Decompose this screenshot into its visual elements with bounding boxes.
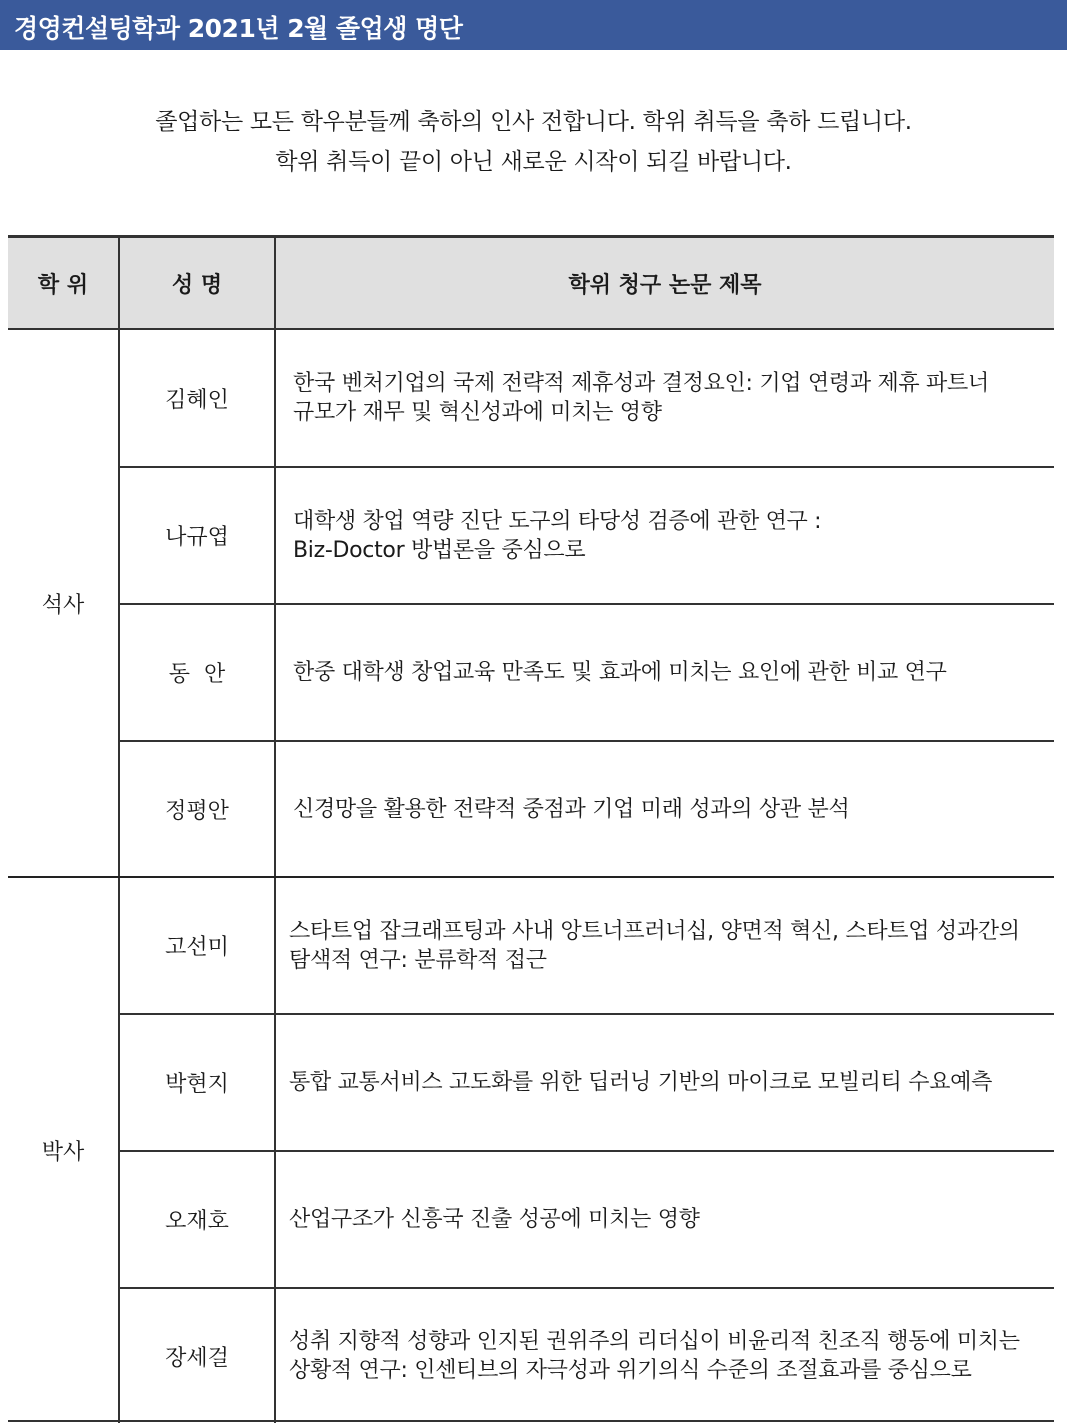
thesis-title [285, 468, 1053, 603]
thesis-title-line: 탐색적 연구: 분류학적 접근 [289, 947, 547, 973]
header-degree: 학 위 [37, 272, 89, 298]
page-title: 경영컨설팅학과 2021년 2월 졸업생 명단 [14, 14, 463, 43]
title-bar [0, 0, 1067, 50]
degree-cell-doctoral: 박사 [41, 1140, 85, 1165]
intro-message [0, 102, 1067, 182]
thesis-title [285, 330, 1053, 466]
intro-line-1: 졸업하는 모든 학우분들께 축하의 인사 전합니다. 학위 취득을 축하 드립니다. [155, 109, 912, 135]
header-thesis: 학위 청구 논문 제목 [568, 272, 762, 298]
thesis-title-line: Biz-Doctor 방법론을 중심으로 [293, 537, 586, 563]
graduate-name: 장세걸 [165, 1345, 229, 1371]
thesis-title [285, 878, 1053, 1013]
thesis-title-line: 성취 지향적 성향과 인지된 권위주의 리더십이 비윤리적 친조직 행동에 미치는 [289, 1329, 1020, 1354]
thesis-title-line: 대학생 창업 역량 진단 도구의 타당성 검증에 관한 연구 : [293, 508, 822, 534]
graduate-name: 오재호 [165, 1209, 229, 1234]
thesis-title-line: 스타트업 잡크래프팅과 사내 앙트너프러너십, 양면적 혁신, 스타트업 성과간의 [289, 918, 1020, 944]
graduate-name: 동 안 [168, 662, 226, 687]
thesis-title-line: 신경망을 활용한 전략적 중점과 기업 미래 성과의 상관 분석 [293, 796, 850, 822]
thesis-title [285, 742, 1053, 876]
graduates-table [8, 235, 1054, 1422]
thesis-title-line: 통합 교통서비스 고도화를 위한 딥러닝 기반의 마이크로 모빌리티 수요예측 [289, 1070, 993, 1095]
thesis-title-line: 한국 벤처기업의 국제 전략적 제휴성과 결정요인: 기업 연령과 제휴 파트너 [293, 371, 989, 396]
thesis-title-line: 한중 대학생 창업교육 만족도 및 효과에 미치는 요인에 관한 비교 연구 [293, 660, 947, 685]
table-header [8, 238, 1054, 330]
thesis-title [285, 1015, 1053, 1150]
thesis-title [285, 1289, 1053, 1423]
thesis-title [285, 1152, 1053, 1287]
graduate-name: 정평안 [165, 798, 229, 824]
graduate-name: 박현지 [165, 1072, 229, 1097]
graduate-name: 고선미 [165, 935, 229, 960]
thesis-title-line: 상황적 연구: 인센티브의 자극성과 위기의식 수준의 조절효과를 중심으로 [289, 1358, 972, 1383]
intro-line-2: 학위 취득이 끝이 아닌 새로운 시작이 되길 바랍니다. [275, 149, 792, 175]
graduate-name: 나규엽 [165, 525, 229, 550]
thesis-title-line: 규모가 재무 및 혁신성과에 미치는 영향 [293, 400, 662, 425]
thesis-title-line: 산업구조가 신흥국 진출 성공에 미치는 영향 [289, 1207, 700, 1232]
header-name: 성 명 [171, 272, 223, 298]
thesis-title [285, 605, 1053, 740]
degree-cell-masters: 석사 [41, 592, 85, 618]
graduate-name: 김혜인 [165, 387, 229, 413]
